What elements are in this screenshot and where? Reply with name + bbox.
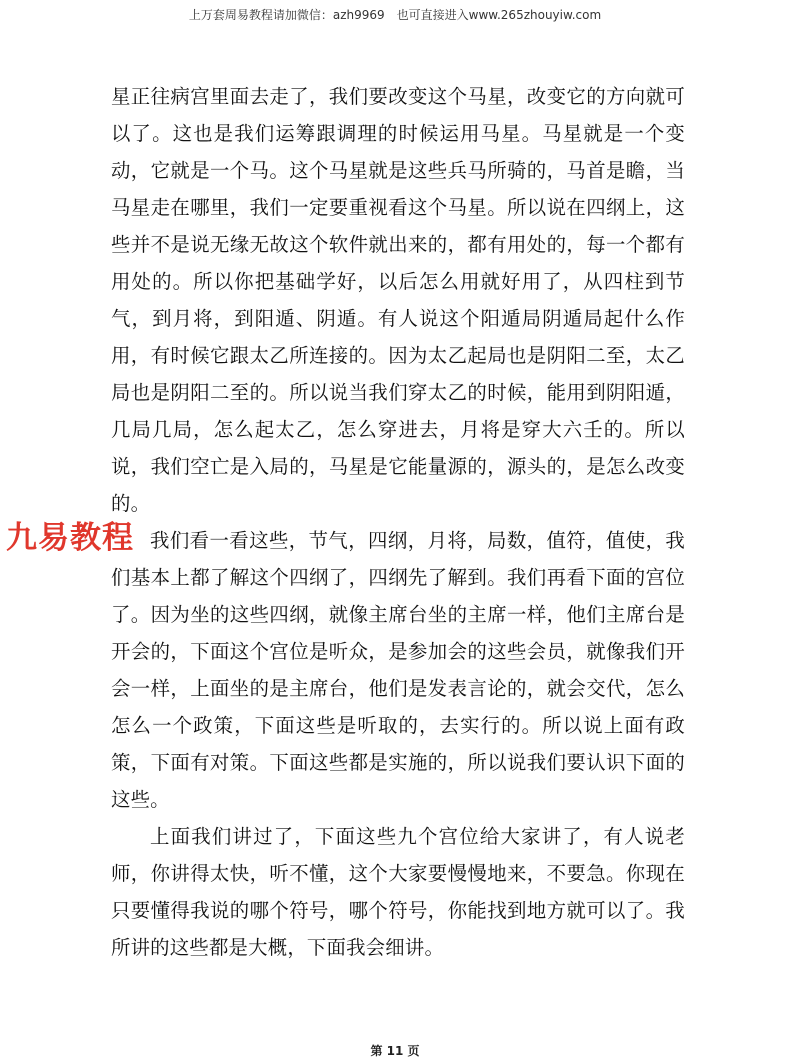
page-number: 第 11 页 <box>370 1044 420 1058</box>
document-body <box>111 78 685 966</box>
page-header: 上万套周易教程请加微信：azh9969 也可直接进入www.265zhouyiw.com <box>188 8 602 22</box>
paragraph-1: 星正往病宫里面去走了，我们要改变这个马星，改变它的方向就可以了。这也是我们运筹跟调理的时候运用马星。马星就是一个变动，它就是一个马。这个马星就是这些兵马所骑的，马首是瞻，当马星走在哪里，我们一定要重视看这个马星。所以说在四纲上，这些并不是说无缘无故这个软件就出来的，都有用处的，每一个都有用处的。所以你把基础学好，以后怎么用就好用了，从四柱到节气，到月将，到阳遁、阴遁。有人说这个阳遁局阴遁局起什么作用，有时候它跟太乙所连接的。因为太乙起局也是阴阳二至，太乙局也是阴阳二至的。所以说当我们穿太乙的时候，能用到阴阳遁，几局几局，怎么起太乙，怎么穿进去，月将是穿大六壬的。所以说，我们空亡是入局的，马星是它能量源的，源头的，是怎么改变的。 <box>111 85 685 515</box>
paragraph-3: 上面我们讲过了，下面这些九个宫位给大家讲了，有人说老师，你讲得太快，听不懂，这个大家要慢慢地来，不要急。你现在只要懂得我说的哪个符号，哪个符号，你能找到地方就可以了。我所讲的这些都是大概，下面我会细讲。 <box>111 825 685 959</box>
paragraph-2: 我们看一看这些，节气，四纲，月将，局数，值符，值使，我们基本上都了解这个四纲了，四纲先了解到。我们再看下面的宫位了。因为坐的这些四纲，就像主席台坐的主席一样，他们主席台是开会的，下面这个宫位是听众，是参加会的这些会员，就像我们开会一样，上面坐的是主席台，他们是发表言论的，就会交代，怎么怎么一个政策，下面这些是听取的，去实行的。所以说上面有政策，下面有对策。下面这些都是实施的，所以说我们要认识下面的这些。 <box>111 529 685 811</box>
watermark-logo: 九易教程 <box>6 520 134 556</box>
